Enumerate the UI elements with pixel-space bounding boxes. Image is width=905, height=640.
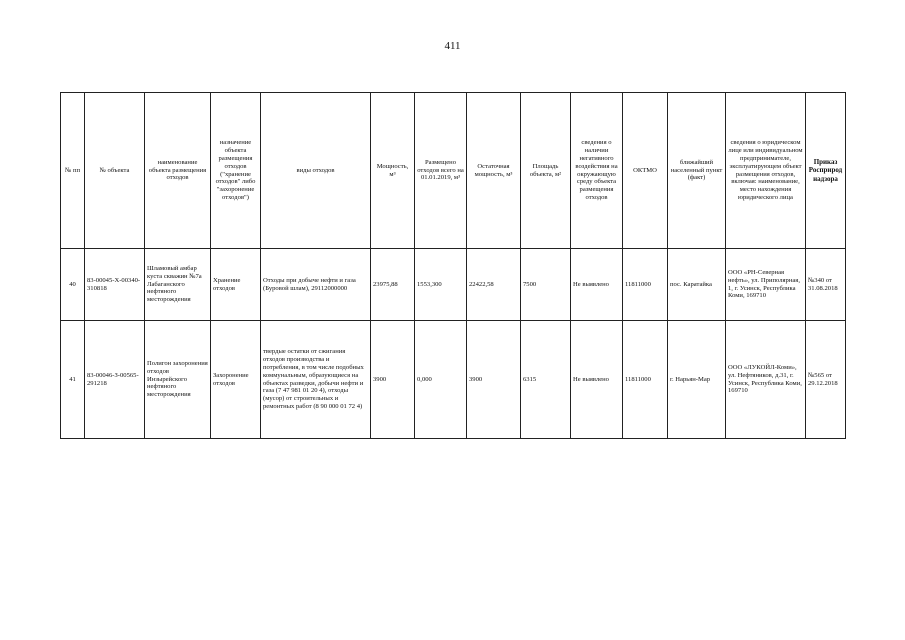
table-row [61, 321, 846, 439]
header-purpose: назначение объекта размещения отходов ("хранение отходов" либо "захоронение отходов") [211, 93, 261, 249]
cell-order: №565 от 29.12.2018 [806, 321, 846, 439]
cell-capacity: 3900 [371, 321, 415, 439]
header-placed: Размещено отходов всего на 01.01.2019, м³ [415, 93, 467, 249]
cell-operator: ООО «ЛУКОЙЛ-Коми», ул. Нефтяников, д.31, г. Усинск, Республика Коми, 169710 [726, 321, 806, 439]
cell-object-name: Шламовый амбар куста скважин №7а Лабаганского нефтяного месторождения [145, 249, 211, 321]
cell-oktmo: 11811000 [623, 249, 668, 321]
cell-locality: г. Нарьян-Мар [668, 321, 726, 439]
header-locality: ближайший населенный пункт (факт) [668, 93, 726, 249]
cell-area: 7500 [521, 249, 571, 321]
cell-object-name: Полигон захоронения отходов Инзырейского нефтяного месторождения [145, 321, 211, 439]
header-waste-types: виды отходов [261, 93, 371, 249]
cell-oktmo: 11811000 [623, 321, 668, 439]
cell-area: 6315 [521, 321, 571, 439]
cell-purpose: Захоронение отходов [211, 321, 261, 439]
header-num: № пп [61, 93, 85, 249]
header-object-name: наименование объекта размещения отходов [145, 93, 211, 249]
cell-impact: Не выявлено [571, 321, 623, 439]
cell-waste-types: твердые остатки от сжигания отходов производства и потребления, в том числе подобных коммунальным, образующиеся на объектах разведки, добычи нефти и газа (7 47 981 01 20 4), отходы (мусор) от строительных и ремонтных работ (8 90 000 01 72 4) [261, 321, 371, 439]
cell-locality: пос. Каратайка [668, 249, 726, 321]
cell-order: №340 от 31.08.2018 [806, 249, 846, 321]
header-object-number: № объекта [85, 93, 145, 249]
cell-operator: ООО «РН-Северная нефть», ул. Приполярная, 1, г. Усинск, Республика Коми, 169710 [726, 249, 806, 321]
header-oktmo: ОКТМО [623, 93, 668, 249]
cell-capacity: 23975,88 [371, 249, 415, 321]
page-number: 411 [444, 40, 461, 52]
header-residual: Остаточная мощность, м³ [467, 93, 521, 249]
cell-purpose: Хранение отходов [211, 249, 261, 321]
header-impact: сведения о наличии негативного воздействия на окружающую среду объекта размещения отходов [571, 93, 623, 249]
table-row [61, 249, 846, 321]
header-area: Площадь объекта, м² [521, 93, 571, 249]
cell-placed: 1553,300 [415, 249, 467, 321]
cell-num: 41 [61, 321, 85, 439]
header-order: Приказ Росприроднадзора [806, 93, 846, 249]
cell-impact: Не выявлено [571, 249, 623, 321]
cell-object-number: 83-00046-З-00565-291218 [85, 321, 145, 439]
cell-waste-types: Отходы при добыче нефти и газа (Буровой шлам), 29112000000 [261, 249, 371, 321]
cell-placed: 0,000 [415, 321, 467, 439]
cell-num: 40 [61, 249, 85, 321]
cell-residual: 3900 [467, 321, 521, 439]
header-capacity: Мощность, м³ [371, 93, 415, 249]
waste-facilities-table [60, 92, 846, 439]
header-operator: сведения о юридическом лице или индивидуальном предпринимателе, эксплуатирующем объект размещения отходов, включая: наименование, место нахождения юридического лица [726, 93, 806, 249]
cell-object-number: 83-00045-Х-00340-310818 [85, 249, 145, 321]
cell-residual: 22422,58 [467, 249, 521, 321]
header-row [61, 93, 846, 249]
